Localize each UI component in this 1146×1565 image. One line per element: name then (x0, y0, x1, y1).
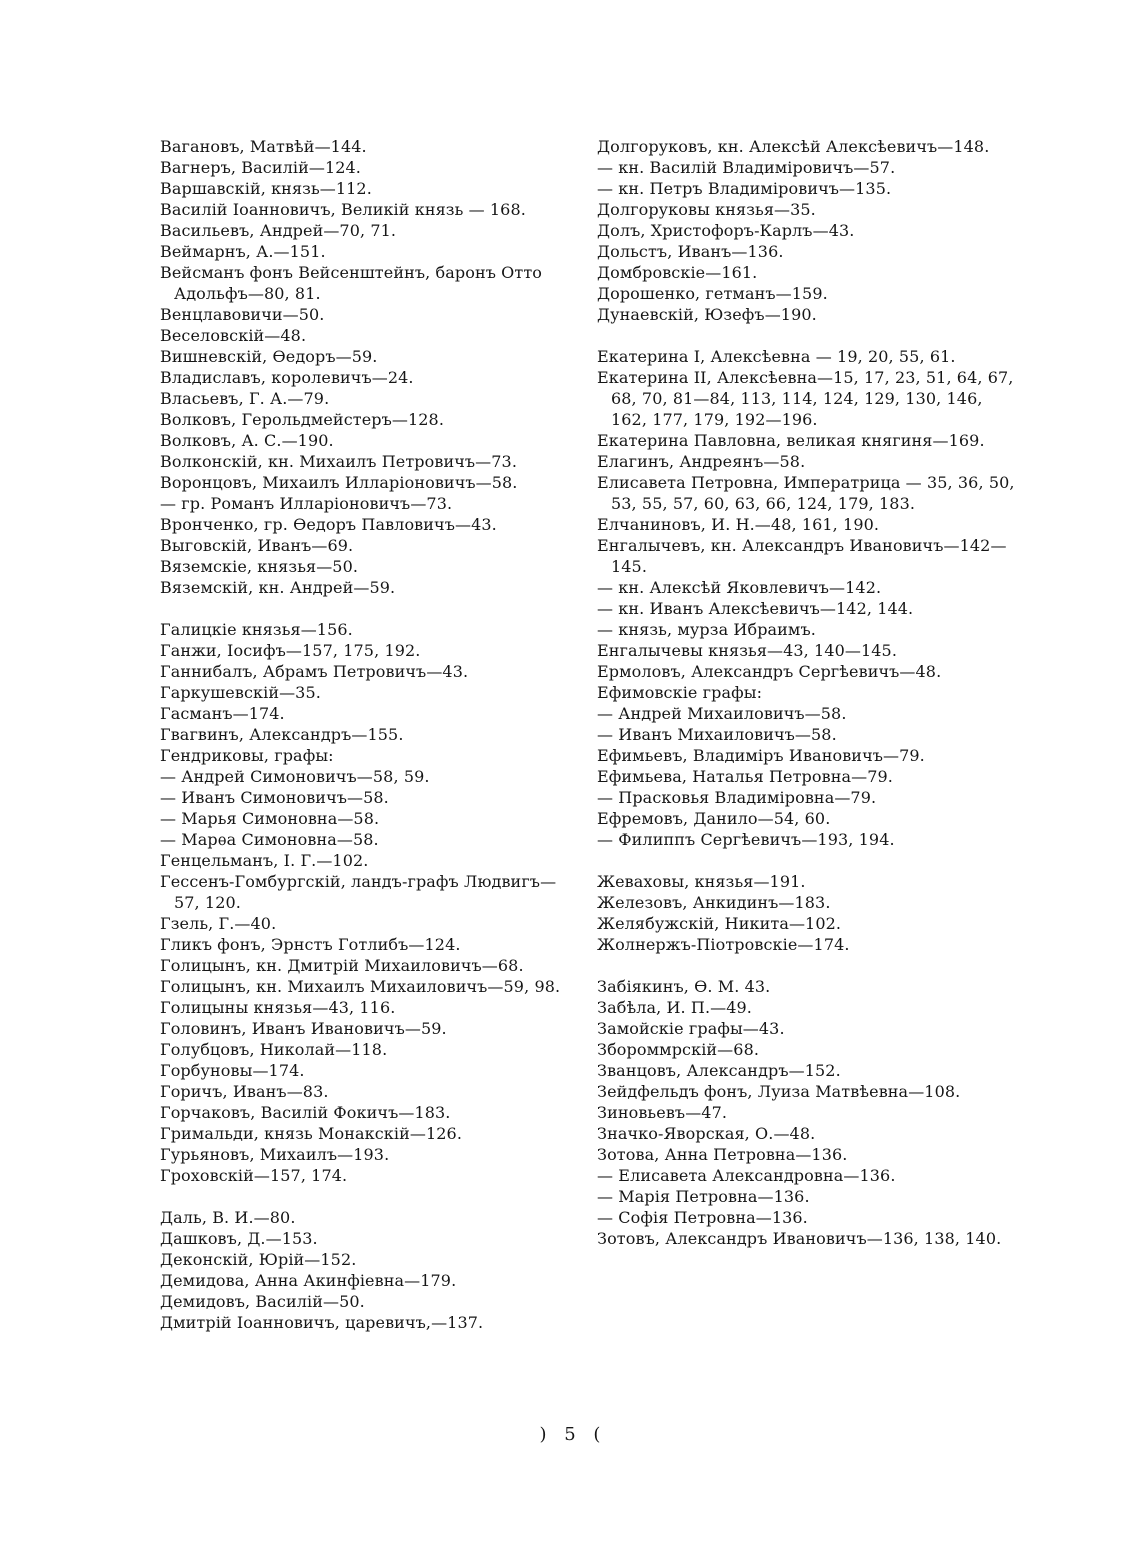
index-entry: Домбровскіе—161. (597, 263, 758, 282)
index-entry: Вронченко, гр. Ѳедоръ Павловичъ—43. (160, 515, 497, 534)
index-entry: Дмитрій Іоанновичъ, царевичъ,—137. (160, 1313, 484, 1332)
index-entry: Горичъ, Иванъ—83. (160, 1082, 329, 1101)
index-entry: — Софія Петровна—136. (597, 1208, 808, 1227)
index-entry: Вагановъ, Матвѣй—144. (160, 137, 367, 156)
section-gap (597, 850, 1017, 871)
index-entry: Жолнержъ-Піотровскіе—174. (597, 935, 850, 954)
index-entry: — Филиппъ Сергѣевичъ—193, 194. (597, 830, 895, 849)
index-entry: Горчаковъ, Василій Фокичъ—183. (160, 1103, 451, 1122)
index-entry: Ермоловъ, Александръ Сергѣевичъ—48. (597, 662, 942, 681)
index-entry: Гликъ фонъ, Эрнстъ Готлибъ—124. (160, 935, 461, 954)
index-entry: Зотовъ, Александръ Ивановичъ—136, 138, 140. (597, 1229, 1002, 1248)
index-entry: Елчаниновъ, И. Н.—48, 161, 190. (597, 515, 880, 534)
index-entry: — Иванъ Михаиловичъ—58. (597, 725, 837, 744)
index-entry: Вишневскій, Ѳедоръ—59. (160, 347, 378, 366)
index-entry: — Иванъ Симоновичъ—58. (160, 788, 389, 807)
index-entry: Голицынъ, кн. Михаилъ Михаиловичъ—59, 98. (160, 977, 561, 996)
index-entry: Дорошенко, гетманъ—159. (597, 284, 828, 303)
index-entry: — Андрей Симоновичъ—58, 59. (160, 767, 430, 786)
index-entry: Горбуновы—174. (160, 1061, 305, 1080)
index-entry: — кн. Иванъ Алексѣевичъ—142, 144. (597, 599, 914, 618)
index-entry: Даль, В. И.—80. (160, 1208, 296, 1227)
index-entry: Екатерина II, Алексѣевна—15, 17, 23, 51, 64, 67, 68, 70, 81—84, 113, 114, 124, 129, 130, 146, 162, 177, 179, 192—196. (597, 368, 1014, 429)
index-entry: Голицыны князья—43, 116. (160, 998, 396, 1017)
index-entry: Дольстъ, Иванъ—136. (597, 242, 784, 261)
index-entry: Гвагвинъ, Александръ—155. (160, 725, 404, 744)
index-entry: — Марія Петровна—136. (597, 1187, 810, 1206)
index-entry: Гзель, Г.—40. (160, 914, 277, 933)
page-number: ) 5 ( (539, 1424, 607, 1445)
index-entry: Екатерина I, Алексѣевна — 19, 20, 55, 61. (597, 347, 956, 366)
index-entry: Демидова, Анна Акинфіевна—179. (160, 1271, 457, 1290)
index-entry: Вяземскій, кн. Андрей—59. (160, 578, 396, 597)
index-entry: Железовъ, Анкидинъ—183. (597, 893, 831, 912)
index-entry: Долъ, Христофоръ-Карлъ—43. (597, 221, 855, 240)
index-entry: Енгалычевы князья—43, 140—145. (597, 641, 898, 660)
index-entry: Зотова, Анна Петровна—136. (597, 1145, 848, 1164)
index-column-left (160, 136, 580, 1333)
index-entry: Желябужскій, Никита—102. (597, 914, 842, 933)
index-entry: Владиславъ, королевичъ—24. (160, 368, 414, 387)
index-entry: Екатерина Павловна, великая княгиня—169. (597, 431, 985, 450)
index-entry: Василій Іоанновичъ, Великій князь — 168. (160, 200, 526, 219)
index-entry: — Марья Симоновна—58. (160, 809, 380, 828)
index-entry: Збороммрскій—68. (597, 1040, 760, 1059)
index-entry: — кн. Василій Владиміровичъ—57. (597, 158, 896, 177)
index-entry: Волковъ, Герольдмейстеръ—128. (160, 410, 445, 429)
section-gap (597, 325, 1017, 346)
index-entry: Зиновьевъ—47. (597, 1103, 728, 1122)
index-entry: Веселовскій—48. (160, 326, 307, 345)
index-entry: — князь, мурза Ибраимъ. (597, 620, 816, 639)
index-entry: Демидовъ, Василій—50. (160, 1292, 365, 1311)
index-entry: Гроховскій—157, 174. (160, 1166, 348, 1185)
index-entry: Замойскіе графы—43. (597, 1019, 785, 1038)
section-gap (160, 1186, 580, 1207)
index-entry: — Марѳа Симоновна—58. (160, 830, 379, 849)
index-column-right (597, 136, 1017, 1249)
index-entry: Гаркушевскій—35. (160, 683, 321, 702)
index-entry: Гасманъ—174. (160, 704, 285, 723)
index-entry: Гендриковы, графы: (160, 746, 334, 765)
section-gap (597, 955, 1017, 976)
index-entry: Зейдфельдъ фонъ, Луиза Матвѣевна—108. (597, 1082, 961, 1101)
index-entry: — Андрей Михаиловичъ—58. (597, 704, 847, 723)
index-entry: — кн. Петръ Владиміровичъ—135. (597, 179, 892, 198)
index-entry: Вяземскіе, князья—50. (160, 557, 359, 576)
index-entry: Венцлавовичи—50. (160, 305, 325, 324)
index-entry: Елисавета Петровна, Императрица — 35, 36, 50, 53, 55, 57, 60, 63, 66, 124, 179, 183. (597, 473, 1015, 513)
index-entry: Варшавскій, князь—112. (160, 179, 372, 198)
index-entry: Дунаевскій, Юзефъ—190. (597, 305, 817, 324)
index-entry: Воронцовъ, Михаилъ Илларіоновичъ—58. (160, 473, 518, 492)
index-entry: Выговскій, Иванъ—69. (160, 536, 354, 555)
index-entry: Голицынъ, кн. Дмитрій Михаиловичъ—68. (160, 956, 524, 975)
index-entry: Гурьяновъ, Михаилъ—193. (160, 1145, 390, 1164)
index-entry: — Прасковья Владиміровна—79. (597, 788, 877, 807)
index-entry: Вейсманъ фонъ Вейсенштейнъ, баронъ Отто Адольфъ—80, 81. (160, 263, 543, 303)
index-entry: Енгалычевъ, кн. Александръ Ивановичъ—142—145. (597, 536, 1007, 576)
index-entry: Долгоруковъ, кн. Алексѣй Алексѣевичъ—148. (597, 137, 990, 156)
index-entry: Забіякинъ, Ѳ. М. 43. (597, 977, 771, 996)
index-entry: Власьевъ, Г. А.—79. (160, 389, 330, 408)
index-entry: Вагнеръ, Василій—124. (160, 158, 361, 177)
index-entry: Забѣла, И. П.—49. (597, 998, 752, 1017)
index-entry: Жеваховы, князья—191. (597, 872, 806, 891)
index-entry: Галицкіе князья—156. (160, 620, 353, 639)
index-entry: Ефремовъ, Данило—54, 60. (597, 809, 831, 828)
index-entry: Дашковъ, Д.—153. (160, 1229, 318, 1248)
index-entry: Голубцовъ, Николай—118. (160, 1040, 388, 1059)
index-entry: — гр. Романъ Илларіоновичъ—73. (160, 494, 453, 513)
index-entry: Гримальди, князь Монакскій—126. (160, 1124, 463, 1143)
index-entry: Волконскій, кн. Михаилъ Петровичъ—73. (160, 452, 518, 471)
index-entry: Ганжи, Іосифъ—157, 175, 192. (160, 641, 421, 660)
index-entry: — Елисавета Александровна—136. (597, 1166, 896, 1185)
index-entry: — кн. Алексѣй Яковлевичъ—142. (597, 578, 882, 597)
index-entry: Васильевъ, Андрей—70, 71. (160, 221, 397, 240)
index-entry: Волковъ, А. С.—190. (160, 431, 334, 450)
index-entry: Ганнибалъ, Абрамъ Петровичъ—43. (160, 662, 469, 681)
index-entry: Головинъ, Иванъ Ивановичъ—59. (160, 1019, 447, 1038)
index-entry: Значко-Яворская, О.—48. (597, 1124, 816, 1143)
index-entry: Ефимьева, Наталья Петровна—79. (597, 767, 893, 786)
index-entry: Деконскій, Юрій—152. (160, 1250, 357, 1269)
index-entry: Веймарнъ, А.—151. (160, 242, 326, 261)
index-entry: Долгоруковы князья—35. (597, 200, 816, 219)
index-entry: Елагинъ, Андреянъ—58. (597, 452, 806, 471)
index-entry: Генцельманъ, І. Г.—102. (160, 851, 369, 870)
index-entry: Ефимовскіе графы: (597, 683, 763, 702)
index-entry: Гессенъ-Гомбургскій, ландъ-графъ Людвигъ—57, 120. (160, 872, 557, 912)
index-entry: Ефимьевъ, Владиміръ Ивановичъ—79. (597, 746, 925, 765)
section-gap (160, 598, 580, 619)
index-entry: Званцовъ, Александръ—152. (597, 1061, 841, 1080)
